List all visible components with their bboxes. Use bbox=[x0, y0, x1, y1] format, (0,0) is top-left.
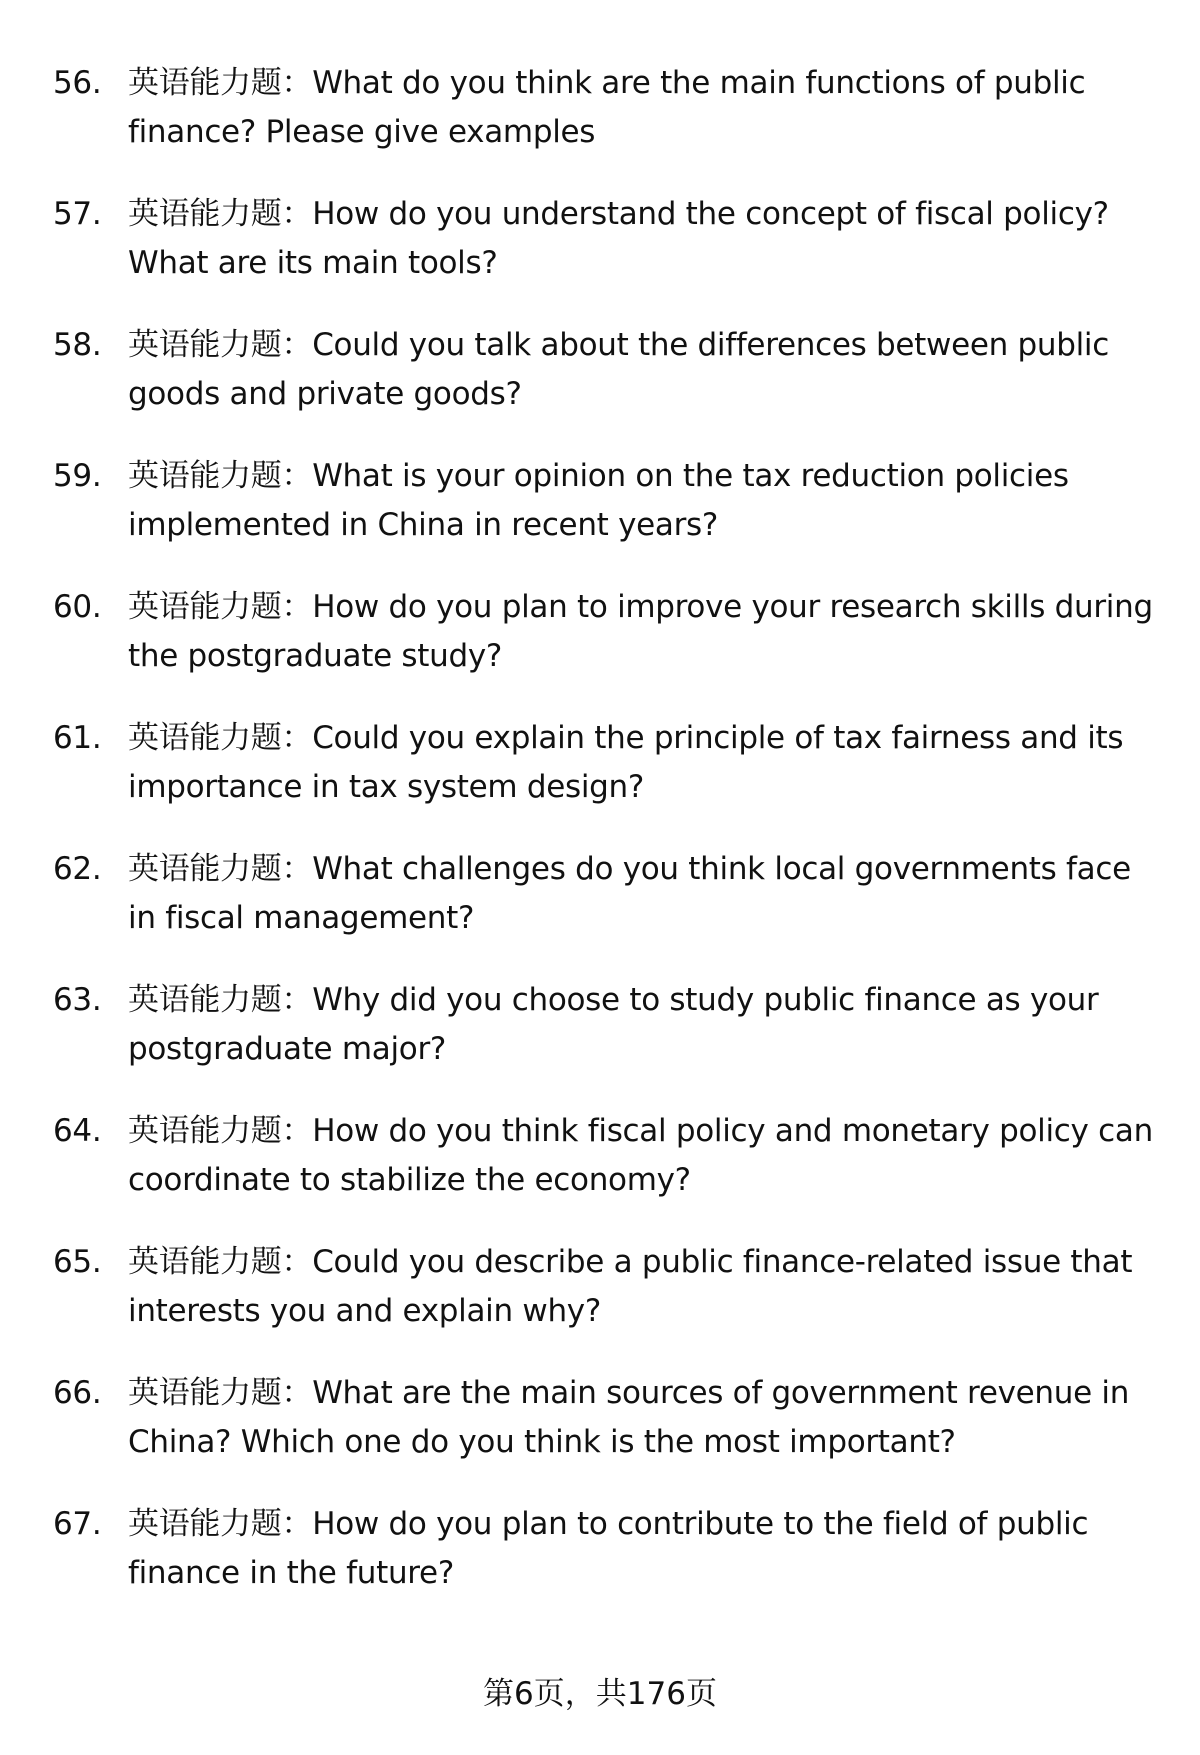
question-label: 英语能力题： bbox=[128, 196, 313, 232]
question-label: 英语能力题： bbox=[128, 458, 313, 494]
question-label: 英语能力题： bbox=[128, 1113, 313, 1149]
question-text: What challenges do you think local governments face in fiscal management? bbox=[128, 851, 1131, 936]
question-item bbox=[0, 1500, 1158, 1598]
question-label: 英语能力题： bbox=[128, 1506, 313, 1542]
question-text: Could you describe a public finance-related issue that interests you and explain why? bbox=[128, 1244, 1133, 1329]
question-text: Could you explain the principle of tax fairness and its importance in tax system design? bbox=[128, 720, 1124, 805]
question-text: How do you plan to improve your research skills during the postgraduate study? bbox=[128, 589, 1153, 674]
question-text: How do you think fiscal policy and monetary policy can coordinate to stabilize the economy? bbox=[128, 1113, 1153, 1198]
question-label: 英语能力题： bbox=[128, 982, 313, 1018]
question-number: 56. bbox=[53, 65, 102, 101]
question-text: How do you plan to contribute to the field of public finance in the future? bbox=[128, 1506, 1089, 1591]
question-number: 59. bbox=[53, 458, 102, 494]
question-item bbox=[0, 845, 1158, 943]
question-item bbox=[0, 190, 1158, 288]
question-label: 英语能力题： bbox=[128, 589, 313, 625]
question-text: Could you talk about the differences between public goods and private goods? bbox=[128, 327, 1109, 412]
question-number: 65. bbox=[53, 1244, 102, 1280]
question-label: 英语能力题： bbox=[128, 65, 313, 101]
question-item bbox=[0, 321, 1158, 419]
question-item bbox=[0, 583, 1158, 681]
question-item bbox=[0, 1369, 1158, 1467]
question-text: How do you understand the concept of fiscal policy? What are its main tools? bbox=[128, 196, 1109, 281]
question-number: 66. bbox=[53, 1375, 102, 1411]
question-number: 64. bbox=[53, 1113, 102, 1149]
question-label: 英语能力题： bbox=[128, 851, 313, 887]
question-number: 58. bbox=[53, 327, 102, 363]
question-number: 67. bbox=[53, 1506, 102, 1542]
question-label: 英语能力题： bbox=[128, 1375, 313, 1411]
question-item bbox=[0, 452, 1158, 550]
question-label: 英语能力题： bbox=[128, 1244, 313, 1280]
question-item bbox=[0, 976, 1158, 1074]
question-list bbox=[0, 59, 1200, 1631]
question-number: 62. bbox=[53, 851, 102, 887]
question-item bbox=[0, 1107, 1158, 1205]
question-label: 英语能力题： bbox=[128, 720, 313, 756]
question-text: What are the main sources of government revenue in China? Which one do you think is the most important? bbox=[128, 1375, 1130, 1460]
question-label: 英语能力题： bbox=[128, 327, 313, 363]
question-text: What do you think are the main functions of public finance? Please give examples bbox=[128, 65, 1086, 150]
question-item bbox=[0, 59, 1158, 157]
question-text: What is your opinion on the tax reduction policies implemented in China in recent years? bbox=[128, 458, 1069, 543]
question-number: 63. bbox=[53, 982, 102, 1018]
question-text: Why did you choose to study public finance as your postgraduate major? bbox=[128, 982, 1099, 1067]
question-item bbox=[0, 714, 1158, 812]
page-footer: 第6页，共176页 bbox=[483, 1676, 717, 1712]
question-number: 61. bbox=[53, 720, 102, 756]
question-item bbox=[0, 1238, 1158, 1336]
question-number: 60. bbox=[53, 589, 102, 625]
question-number: 57. bbox=[53, 196, 102, 232]
